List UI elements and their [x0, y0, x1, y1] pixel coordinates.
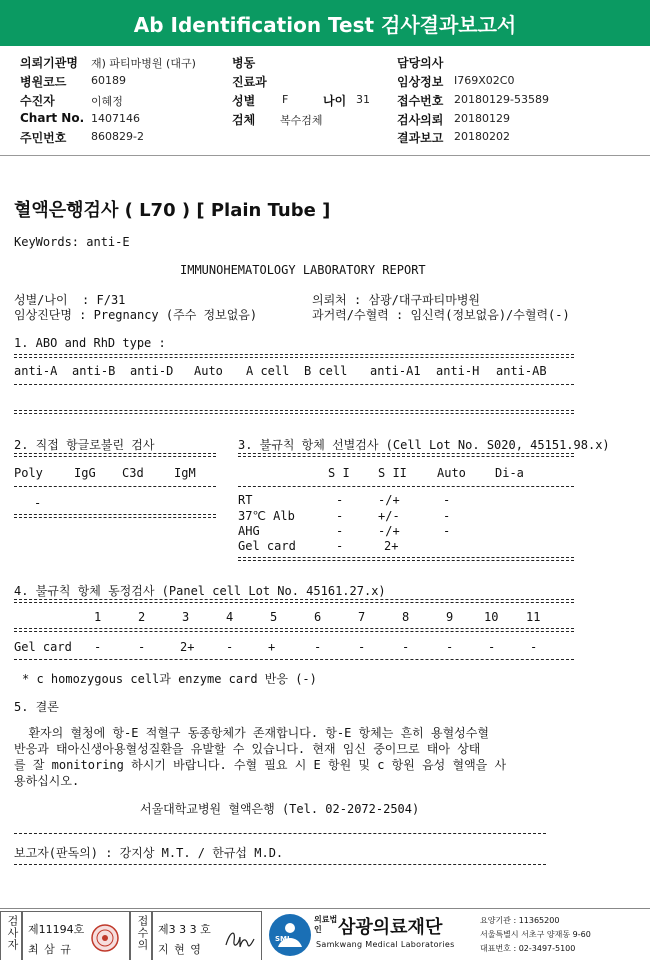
receiver-label: 접수의: [136, 915, 149, 951]
report-title: Ab Identification Test 검사결과보고서: [0, 0, 650, 46]
panel-number-7: 7: [358, 610, 366, 624]
screen-header-s2: S II: [378, 466, 407, 480]
panel-number-3: 3: [182, 610, 190, 624]
patient-label: 수진자: [20, 94, 55, 108]
screen-row-s1: -: [336, 509, 344, 523]
screen-row-phase: Gel card: [238, 539, 296, 553]
institution-value: 재) 파티마병원 (대구): [91, 57, 196, 70]
report-date-value: 20180202: [454, 130, 510, 143]
receipt-no-label: 접수번호: [397, 94, 444, 108]
abo-header-b-cell: B cell: [304, 364, 348, 378]
sex-value: F: [282, 93, 289, 106]
department-label: 진료과: [232, 75, 267, 89]
sex-label: 성별: [232, 94, 256, 108]
screen-row-auto: -: [443, 493, 451, 507]
panel-value-9: -: [446, 640, 454, 654]
ward-label: 병동: [232, 56, 256, 70]
divider: [14, 514, 216, 518]
divider: [238, 557, 574, 561]
dat-header-c3d: C3d: [122, 466, 144, 480]
clinical-info-label: 임상정보: [397, 75, 444, 89]
sex-age-line: 성별/나이 : F/31: [14, 293, 126, 307]
panel-number-8: 8: [402, 610, 410, 624]
requester-line: 의뢰처 : 삼광/대구파티마병원: [312, 293, 481, 307]
abo-header-auto: Auto: [194, 364, 223, 378]
divider: [14, 486, 216, 487]
dat-header-igg: IgG: [74, 466, 96, 480]
panel-number-11: 11: [526, 610, 541, 624]
signature-icon: [222, 925, 256, 951]
divider: [14, 833, 546, 834]
divider: [14, 864, 546, 865]
screen-row-s2: +/-: [378, 509, 400, 523]
panel-note: * c homozygous cell과 enzyme card 반응 (-): [22, 672, 317, 686]
panel-number-10: 10: [484, 610, 499, 624]
resident-no-label: 주민번호: [20, 131, 67, 145]
screen-row-auto: -: [443, 524, 451, 538]
receiver-name: 지 현 영: [158, 943, 202, 956]
screen-header-s1: S I: [328, 466, 350, 480]
panel-number-5: 5: [270, 610, 278, 624]
receiver-no: 제3 3 3 호: [158, 923, 211, 936]
hospital-code-value: 60189: [91, 74, 126, 87]
report-date-label: 결과보고: [397, 131, 444, 145]
screen-row-s1: -: [336, 539, 344, 553]
panel-value-4: -: [226, 640, 234, 654]
hospital-code-label: 병원코드: [20, 75, 67, 89]
screen-row-auto: -: [443, 509, 451, 523]
dat-value: -: [34, 496, 42, 510]
request-date-value: 20180129: [454, 112, 510, 125]
doctor-label: 담당의사: [397, 56, 444, 70]
screen-row-s1: -: [336, 524, 344, 538]
abo-header-anti-ab: anti-AB: [496, 364, 547, 378]
inspector-no: 제11194호: [28, 923, 85, 936]
screen-header-di-a: Di-a: [495, 466, 524, 480]
phone-line: 대표번호 : 02-3497-5100: [480, 944, 576, 953]
panel-value-11: -: [530, 640, 538, 654]
screen-row-s2: -/+: [378, 524, 400, 538]
resident-no-value: 860829-2: [91, 130, 144, 143]
abo-header-anti-a: anti-A: [14, 364, 58, 378]
divider: [238, 453, 574, 457]
conclusion-line-2: 반응과 태아신생아용혈성질환을 유발할 수 있습니다. 현재 임신 중이므로 태아 상태: [14, 742, 481, 756]
divider: [14, 659, 574, 660]
panel-value-2: -: [138, 640, 146, 654]
conclusion-line-4: 용하십시오.: [14, 774, 80, 788]
chart-no-value: 1407146: [91, 112, 140, 125]
panel-value-5: +: [268, 640, 276, 654]
specimen-value: 복수검체: [280, 114, 323, 127]
divider: [14, 384, 574, 385]
address-line: 서울특별시 서초구 양재동 9-60: [480, 930, 591, 939]
footer: [0, 908, 650, 960]
panel-number-9: 9: [446, 610, 454, 624]
section2-title: 2. 직접 항글로불린 검사: [14, 438, 155, 452]
logo-name: 삼광의료재단: [338, 917, 443, 938]
panel-number-6: 6: [314, 610, 322, 624]
divider: [14, 453, 216, 457]
code-line: 요양기관 : 11365200: [480, 916, 560, 925]
keywords: KeyWords: anti-E: [14, 235, 130, 249]
panel-number-4: 4: [226, 610, 234, 624]
abo-header-anti-h: anti-H: [436, 364, 480, 378]
logo-badge: SML: [275, 935, 292, 943]
screen-row-phase: AHG: [238, 524, 260, 538]
section5-title: 5. 결론: [14, 700, 59, 714]
screen-header-auto: Auto: [437, 466, 466, 480]
conclusion-line-1: 환자의 혈청에 항-E 적혈구 동종항체가 존재합니다. 항-E 항체는 흔히 용혈성수혈: [14, 726, 489, 740]
panel-value-10: -: [488, 640, 496, 654]
patient-value: 이혜정: [91, 95, 123, 108]
history-line: 과거력/수혈력 : 임신력(정보없음)/수혈력(-): [312, 308, 570, 322]
divider: [14, 599, 574, 603]
inspector-label: 검사자: [6, 915, 19, 951]
request-date-label: 검사의뢰: [397, 113, 444, 127]
divider: [14, 354, 574, 358]
abo-header-anti-d: anti-D: [130, 364, 174, 378]
reporter-line: 보고자(판독의) : 강지상 M.T. / 한규섭 M.D.: [14, 846, 284, 860]
conclusion-line-3: 를 잘 monitoring 하시기 바랍니다. 수혈 필요 시 E 항원 및 c 항원 음성 혈액을 사: [14, 758, 507, 772]
hospital-line: 서울대학교병원 혈액은행 (Tel. 02-2072-2504): [140, 802, 420, 816]
logo-prefix: 의료법인: [314, 915, 338, 934]
screen-row-s1: -: [336, 493, 344, 507]
screen-row-s2: -/+: [378, 493, 400, 507]
panel-number-1: 1: [94, 610, 102, 624]
dat-header-poly: Poly: [14, 466, 43, 480]
screen-row-phase: RT: [238, 493, 253, 507]
section4-title: 4. 불규칙 항체 동정검사 (Panel cell Lot No. 45161.27.x): [14, 584, 386, 598]
seal-icon: [90, 923, 120, 953]
section3-title: 3. 불규칙 항체 선별검사 (Cell Lot No. S020, 45151.98.x): [238, 438, 610, 452]
divider: [14, 410, 574, 414]
screen-row-phase: 37℃ Alb: [238, 509, 295, 523]
specimen-label: 검체: [232, 113, 256, 127]
section1-title: 1. ABO and RhD type :: [14, 336, 166, 350]
panel-value-7: -: [358, 640, 366, 654]
panel-value-1: -: [94, 640, 102, 654]
report-body: [0, 160, 650, 905]
panel-row-label: Gel card: [14, 640, 72, 654]
institution-label: 의뢰기관명: [20, 56, 78, 70]
chart-no-label: Chart No.: [20, 111, 85, 125]
clinical-info-value: I769X02C0: [454, 74, 515, 87]
divider: [14, 628, 574, 632]
panel-value-6: -: [314, 640, 322, 654]
diagnosis-line: 임상진단명 : Pregnancy (주수 정보없음): [14, 308, 258, 322]
age-value: 31: [356, 93, 370, 106]
divider: [238, 486, 574, 487]
patient-info-panel: [0, 46, 650, 156]
dat-header-igm: IgM: [174, 466, 196, 480]
lab-title: IMMUNOHEMATOLOGY LABORATORY REPORT: [180, 263, 426, 277]
panel-value-8: -: [402, 640, 410, 654]
abo-header-anti-a1: anti-A1: [370, 364, 421, 378]
logo-english: Samkwang Medical Laboratories: [316, 940, 455, 949]
age-label: 나이: [323, 94, 347, 108]
abo-header-anti-b: anti-B: [72, 364, 116, 378]
panel-value-3: 2+: [180, 640, 195, 654]
inspector-name: 최 삼 규: [28, 943, 72, 956]
panel-number-2: 2: [138, 610, 146, 624]
abo-header-a-cell: A cell: [246, 364, 290, 378]
receipt-no-value: 20180129-53589: [454, 93, 549, 106]
screen-row-s2: 2+: [384, 539, 399, 553]
report-heading: 혈액은행검사 ( L70 ) [ Plain Tube ]: [14, 200, 331, 221]
